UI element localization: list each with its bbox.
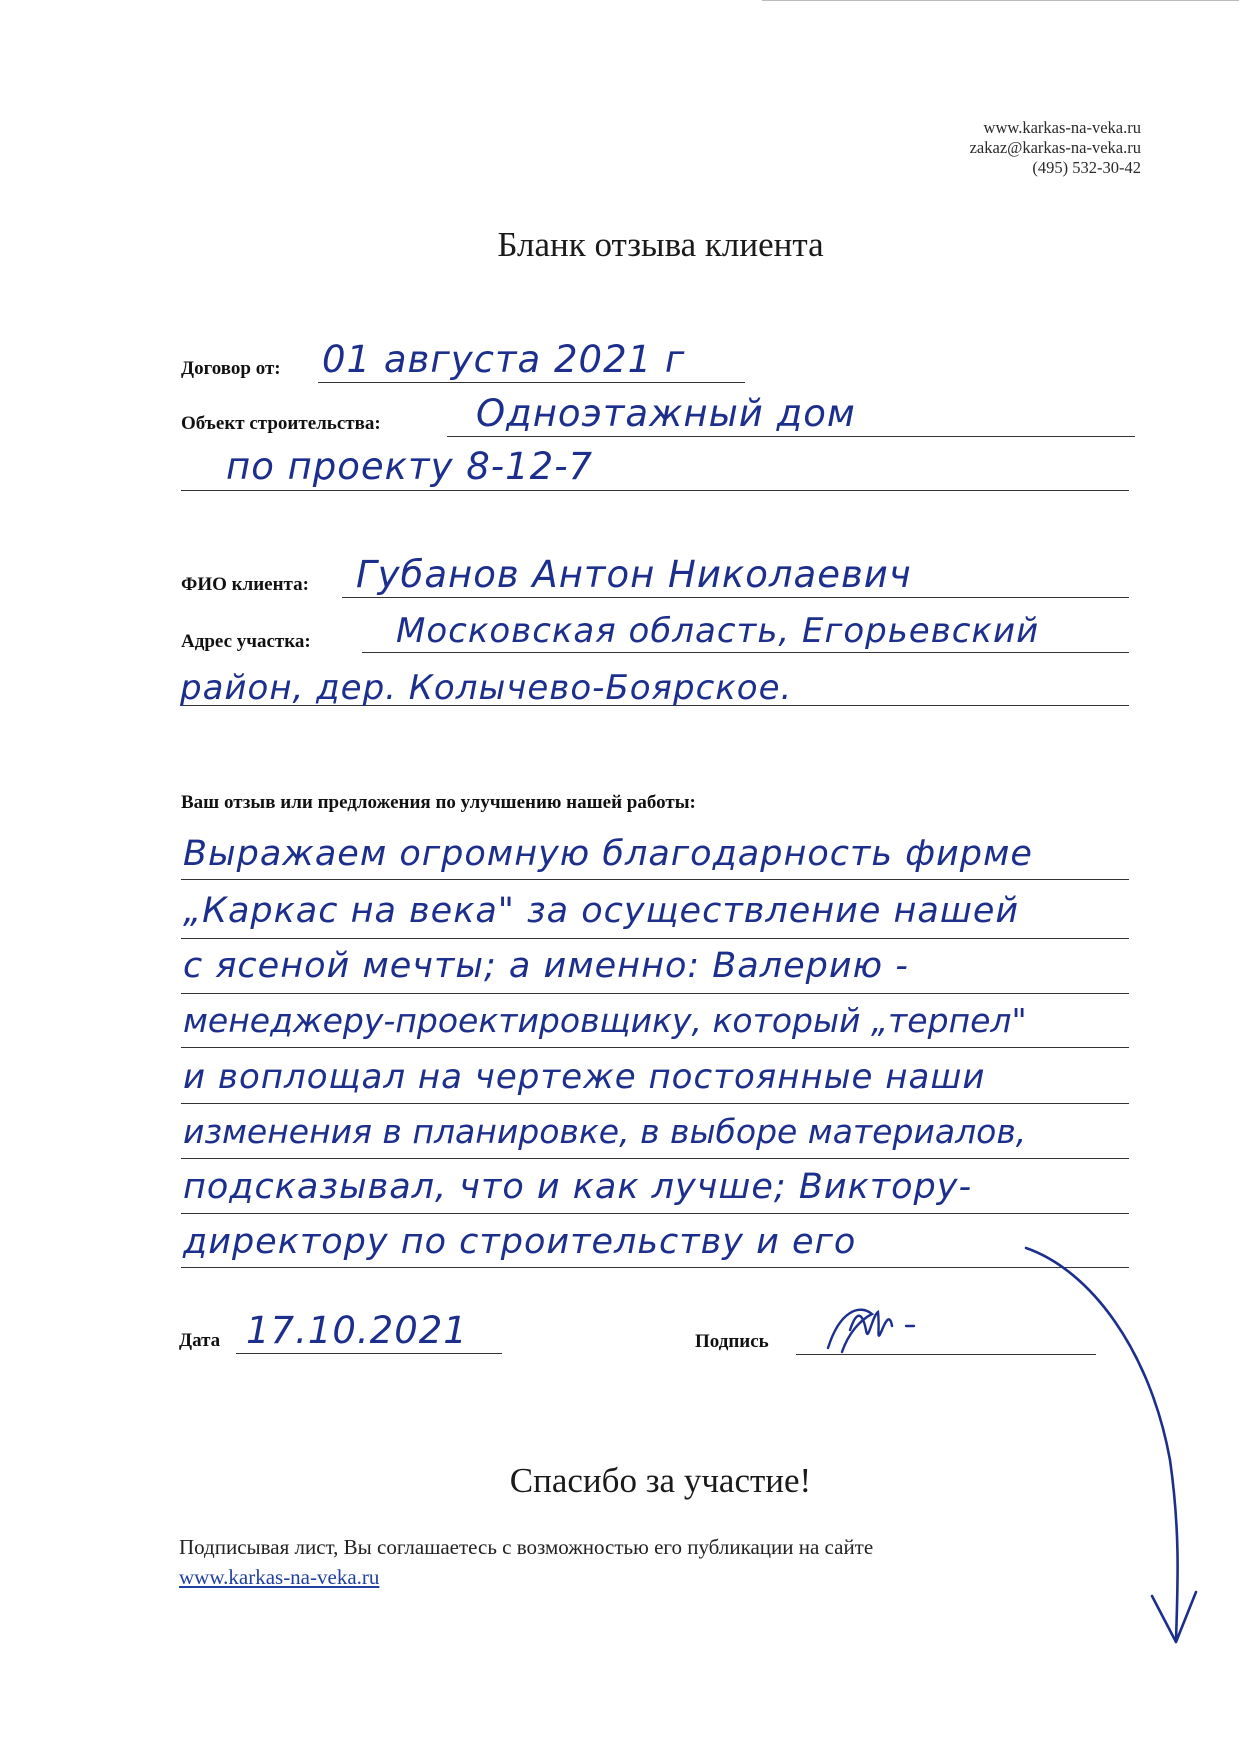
contract-date-value: 01 августа 2021 г	[322, 338, 686, 381]
contact-phone: (495) 532-30-42	[1032, 158, 1141, 177]
client-name-value: Губанов Антон Николаевич	[356, 553, 912, 596]
form-title: Бланк отзыва клиента	[497, 225, 824, 264]
feedback-text-line: подсказывал, что и как лучше; Виктору-	[183, 1167, 973, 1207]
object-value-line1: Одноэтажный дом	[476, 392, 856, 435]
signature-label: Подпись	[695, 1331, 769, 1352]
address-line-1	[362, 652, 1129, 653]
object-line-2	[181, 490, 1129, 491]
feedback-line	[181, 1158, 1129, 1159]
address-label: Адрес участка:	[181, 631, 311, 652]
handwritten-signature	[820, 1300, 940, 1360]
address-value-line2: район, дер. Колычево-Боярское.	[180, 668, 793, 708]
contract-line	[318, 382, 745, 383]
feedback-text-line: изменения в планировке, в выборе материалов,	[183, 1112, 1027, 1151]
date-line	[236, 1353, 502, 1354]
address-value-line1: Московская область, Егорьевский	[396, 611, 1040, 651]
feedback-line	[181, 938, 1129, 939]
date-label: Дата	[179, 1330, 221, 1351]
feedback-line	[181, 879, 1129, 880]
scan-edge-line	[762, 0, 1239, 1]
thanks-message: Спасибо за участие!	[509, 1461, 812, 1500]
feedback-text-line: Выражаем огромную благодарность фирме	[183, 834, 1033, 874]
client-label: ФИО клиента:	[181, 574, 309, 595]
feedback-text-line: менеджеру-проектировщику, который „терпел"	[183, 1001, 1027, 1040]
feedback-line	[181, 1103, 1129, 1104]
website-link[interactable]: www.karkas-na-veka.ru	[179, 1565, 380, 1589]
feedback-line	[181, 1213, 1129, 1214]
feedback-text-line: директору по строительству и его	[183, 1222, 857, 1262]
contact-email[interactable]: zakaz@karkas-na-veka.ru	[969, 138, 1141, 157]
feedback-line	[181, 1047, 1129, 1048]
date-value: 17.10.2021	[246, 1309, 468, 1352]
feedback-text-line: с ясеной мечты; а именно: Валерию -	[183, 946, 909, 986]
continuation-arrow-icon	[1020, 1240, 1220, 1660]
object-line-1	[447, 436, 1135, 437]
feedback-text-line: „Каркас на века" за осуществление нашей	[183, 891, 1020, 931]
feedback-line	[181, 1267, 1129, 1268]
publication-consent-note: Подписывая лист, Вы соглашаетесь с возможностью его публикации на сайте	[179, 1535, 874, 1559]
contact-website[interactable]: www.karkas-na-veka.ru	[983, 118, 1141, 137]
feedback-text-line: и воплощал на чертеже постоянные наши	[183, 1057, 986, 1097]
feedback-line	[181, 993, 1129, 994]
client-line	[342, 597, 1129, 598]
feedback-label: Ваш отзыв или предложения по улучшению нашей работы:	[181, 792, 696, 813]
object-value-line2: по проекту 8-12-7	[226, 445, 594, 488]
contract-label: Договор от:	[181, 358, 281, 379]
company-contacts	[970, 118, 1141, 178]
object-label: Объект строительства:	[181, 413, 381, 434]
